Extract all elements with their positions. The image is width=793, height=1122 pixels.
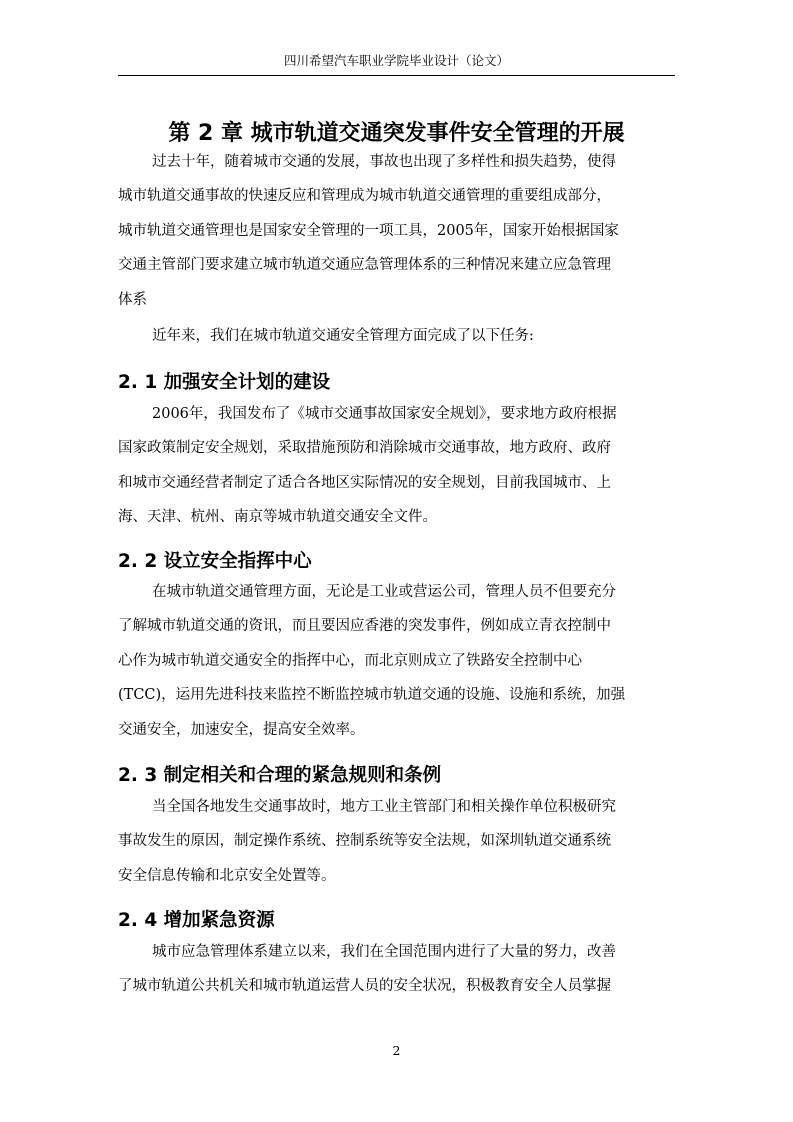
section-title-2-1: 2. 1 加强安全计划的建设 [118,372,331,393]
paragraph-line: 事故发生的原因，制定操作系统、控制系统等安全法规，如深圳轨道交通系统 [118,833,611,850]
header-rule [118,75,675,76]
section-2-3-paragraph [118,790,675,893]
intro-paragraph [118,145,675,317]
section-title-2-2: 2. 2 设立安全指挥中心 [118,551,312,572]
paragraph-line: 国家政策制定安全规划，采取措施预防和消除城市交通事故，地方政府、政府 [118,440,611,457]
paragraph-line: 在城市轨道交通管理方面，无论是工业或营运公司，管理人员不但要充分 [152,584,616,600]
paragraph-line: 心作为城市轨道交通安全的指挥中心，而北京则成立了铁路安全控制中心 [118,652,582,669]
paragraph-line: 过去十年，随着城市交通的发展，事故也出现了多样性和损失趋势，使得 [152,154,616,170]
paragraph-line: 安全信息传输和北京安全处置等。 [118,867,336,884]
section-title-2-4: 2. 4 增加紧急资源 [118,910,275,931]
paragraph-line: 城市轨道交通事故的快速反应和管理成为城市轨道交通管理的重要组成部分， [118,188,611,205]
paragraph-line: 近年来，我们在城市轨道交通安全管理方面完成了以下任务: [152,328,534,344]
chapter-title: 第 2 章 城市轨道交通突发事件安全管理的开展 [168,121,625,146]
section-2-2-paragraph [118,575,675,747]
paragraph-line: 城市应急管理体系建立以来，我们在全国范围内进行了大量的努力，改善 [152,944,616,960]
tasks-paragraph [118,319,675,353]
running-header: 四川希望汽车职业学院毕业设计（论文） [283,53,509,68]
section-2-1-paragraph [118,397,675,535]
paragraph-line: 交通主管部门要求建立城市轨道交通应急管理体系的三种情况来建立应急管理 [118,257,611,274]
paragraph-line: 城市轨道交通管理也是国家安全管理的一项工具，2005年，国家开始根据国家 [118,222,619,239]
paragraph-line: 和城市交通经营者制定了适合各地区实际情况的安全规划，目前我国城市、上 [118,474,611,491]
paragraph-line: 了解城市轨道交通的资讯，而且要因应香港的突发事件，例如成立青衣控制中 [118,618,611,635]
paragraph-line: 体系 [118,291,147,308]
paragraph-line: 海、天津、杭州、南京等城市轨道交通安全文件。 [118,509,437,526]
page-number: 2 [392,1043,401,1058]
section-2-4-paragraph [118,935,675,1004]
paragraph-line: (TCC)，运用先进科技来监控不断监控城市轨道交通的设施、设施和系统，加强 [118,687,626,704]
paragraph-line: 交通安全，加速安全，提高安全效率。 [118,721,365,738]
section-title-2-3: 2. 3 制定相关和合理的紧急规则和条例 [118,765,442,786]
paragraph-line: 当全国各地发生交通事故时，地方工业主管部门和相关操作单位积极研究 [152,799,616,815]
paragraph-line: 2006年，我国发布了《城市交通事故国家安全规划》，要求地方政府根据 [152,406,617,422]
paragraph-line: 了城市轨道公共机关和城市轨道运营人员的安全状况，积极教育安全人员掌握 [118,978,611,995]
